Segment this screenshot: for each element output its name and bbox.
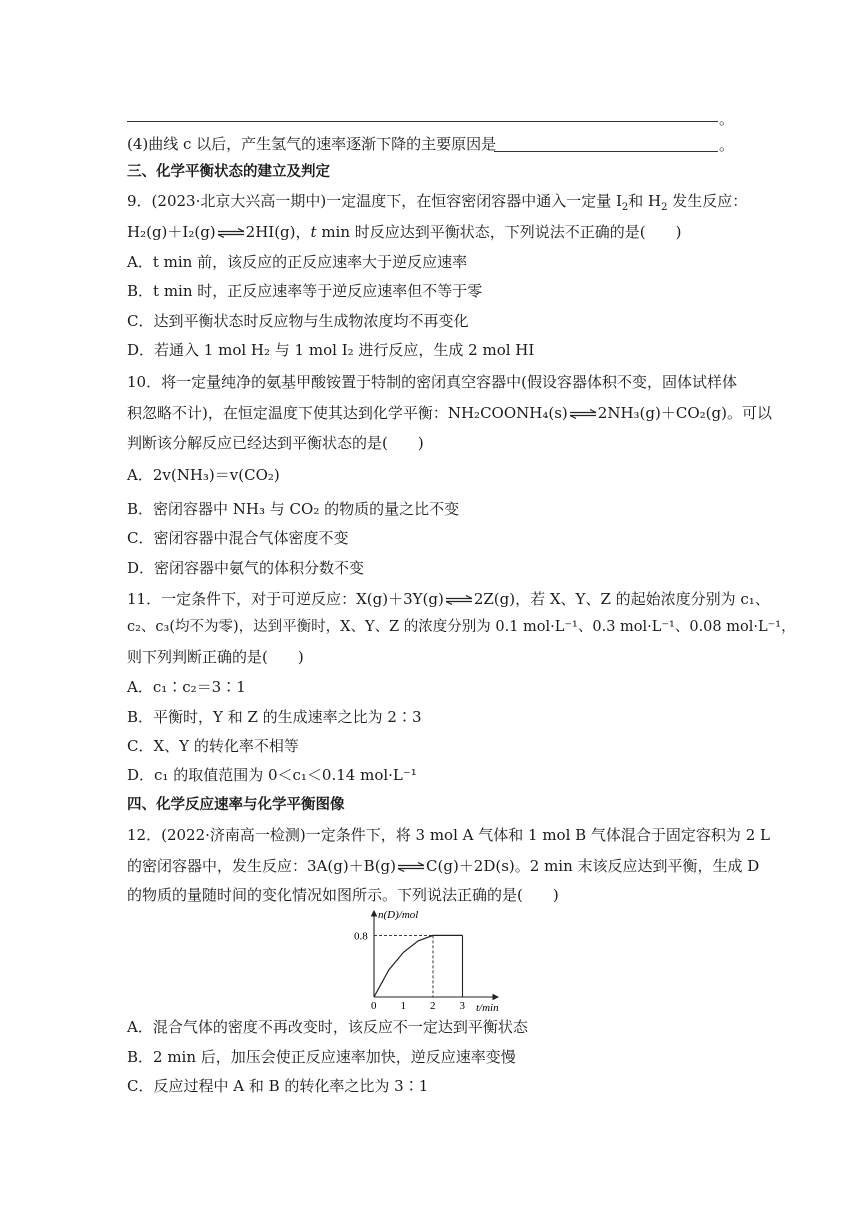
question-12-line3: 的物质的量随时间的变化情况如图所示。下列说法正确的是( ) xyxy=(127,886,559,904)
option-b: B．平衡时，Y 和 Z 的生成速率之比为 2∶3 xyxy=(127,708,422,726)
answer-blank-line xyxy=(494,151,718,152)
question-10-text: 积忽略不计)，在恒定温度下使其达到化学平衡：NH₂COONH₄(s) xyxy=(127,404,568,422)
time-variable: t xyxy=(310,223,317,241)
question-9-text: 和 H xyxy=(628,192,662,210)
equilibrium-arrow-icon xyxy=(217,228,245,238)
question-11-line3: 则下列判断正确的是( ) xyxy=(127,648,304,666)
question-4-text: (4)曲线 c 以后，产生氢气的速率逐渐下降的主要原因是 xyxy=(127,135,497,153)
option-c: C．达到平衡状态时反应物与生成物浓度均不再变化 xyxy=(127,312,469,330)
question-9-text: 发生反应： xyxy=(672,192,748,210)
option-b: B．2 min 后，加压会使正反应速率加快，逆反应速率变慢 xyxy=(127,1048,516,1066)
option-d: D．c₁ 的取值范围为 0＜c₁＜0.14 mol·L⁻¹ xyxy=(127,766,417,784)
equilibrium-arrow-icon xyxy=(397,862,425,872)
question-9-text: 9．(2023·北京大兴高一期中)一定温度下，在恒容密闭容器中通入一定量 I xyxy=(127,192,622,210)
x-tick-label: 0 xyxy=(371,1000,377,1012)
x-axis-label: t/min xyxy=(476,1002,499,1013)
reaction-products: 2HI(g)， xyxy=(245,223,311,241)
answer-blank-line xyxy=(127,121,718,122)
reaction-reactants: H₂(g)＋I₂(g) xyxy=(127,223,216,241)
option-b: B．t min 时，正反应速率等于逆反应速率但不等于零 xyxy=(127,282,483,300)
question-11-text: 2Z(g)，若 X、Y、Z 的起始浓度分别为 c₁、 xyxy=(473,590,770,608)
y-tick-label: 0.8 xyxy=(354,930,368,943)
question-12-line1: 12．(2022·济南高一检测)一定条件下，将 3 mol A 气体和 1 mol B 气体混合于固定容积为 2 L xyxy=(127,826,770,844)
option-a: A．2v(NH₃)＝v(CO₂) xyxy=(127,466,280,484)
question-12-text: 的密闭容器中，发生反应：3A(g)＋B(g) xyxy=(127,857,397,875)
option-b: B．密闭容器中 NH₃ 与 CO₂ 的物质的量之比不变 xyxy=(127,500,460,518)
x-tick-label: 3 xyxy=(459,1000,465,1012)
equilibrium-arrow-icon xyxy=(569,409,597,419)
question-9-stem-line2 xyxy=(127,222,681,242)
question-4 xyxy=(127,134,496,154)
option-d: D．密闭容器中氨气的体积分数不变 xyxy=(127,559,365,577)
question-9-text: min 时反应达到平衡状态，下列说法不正确的是( ) xyxy=(321,223,682,241)
question-10-text: 2NH₃(g)＋CO₂(g)。可以 xyxy=(597,404,772,422)
question-11-line2: c₂、c₃(均不为零)，达到平衡时，X、Y、Z 的浓度分别为 0.1 mol·L⁻¹、0.3 mol·L⁻¹、0.08 mol·L⁻¹， xyxy=(127,619,796,635)
equilibrium-arrow-icon xyxy=(445,595,473,605)
period: 。 xyxy=(719,136,735,154)
question-10-line2 xyxy=(127,403,772,423)
question-10-line3: 判断该分解反应已经达到平衡状态的是( ) xyxy=(127,434,424,452)
question-11-line1 xyxy=(127,589,770,609)
series-line xyxy=(374,935,463,997)
x-tick-label: 1 xyxy=(400,1000,406,1012)
question-9-stem-line1: 9．(2023·北京大兴高一期中)一定温度下，在恒容密闭容器中通入一定量 $I_2$和 $H_2$ 发生反应： xyxy=(127,192,748,213)
option-c: C．X、Y 的转化率不相等 xyxy=(127,737,299,755)
section-heading: 三、化学平衡状态的建立及判定 xyxy=(127,164,330,180)
x-tick-label: 2 xyxy=(430,1000,436,1012)
option-a: A．混合气体的密度不再改变时，该反应不一定达到平衡状态 xyxy=(127,1018,528,1036)
period: 。 xyxy=(719,110,735,128)
option-a: A．c₁∶c₂＝3∶1 xyxy=(127,678,246,696)
section-heading: 四、化学反应速率与化学平衡图像 xyxy=(127,797,345,813)
question-10-line1: 10．将一定量纯净的氨基甲酸铵置于特制的密闭真空容器中(假设容器体积不变，固体试样体 xyxy=(127,373,737,391)
option-c: C．反应过程中 A 和 B 的转化率之比为 3∶1 xyxy=(127,1077,429,1095)
n-vs-t-graph xyxy=(350,905,520,1013)
option-d: D．若通入 1 mol H₂ 与 1 mol I₂ 进行反应，生成 2 mol HI xyxy=(127,341,535,359)
y-axis-label: n(D)/mol xyxy=(378,909,419,921)
question-12-text: C(g)＋2D(s)。2 min 末该反应达到平衡，生成 D xyxy=(426,857,760,875)
question-11-text: 11．一定条件下，对于可逆反应：X(g)＋3Y(g) xyxy=(127,590,444,608)
question-12-line2 xyxy=(127,856,759,876)
option-a: A．t min 前，该反应的正反应速率大于逆反应速率 xyxy=(127,253,468,271)
option-c: C．密闭容器中混合气体密度不变 xyxy=(127,529,349,547)
